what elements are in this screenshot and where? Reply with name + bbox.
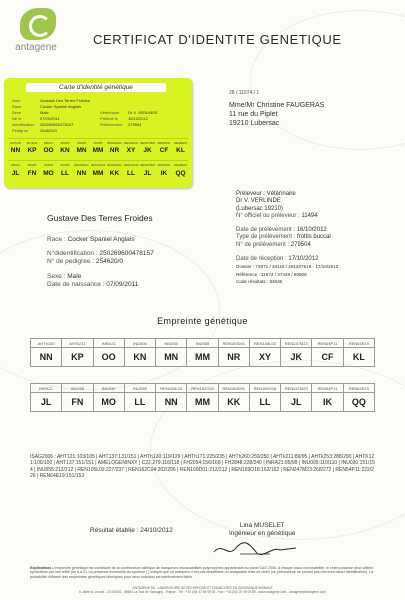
card-field: Identification 250269600478157 [12,122,74,127]
dog-pedigree: N° de pedigree : 254620/0 [47,258,123,265]
locus-cell: INU005 [62,384,93,393]
genotype-table [30,383,375,412]
allele-cell: KL [343,348,374,367]
locus-cell: REN247M23 [281,384,312,393]
locus-cell: INRA21 [93,339,124,348]
card-loci-row: INRA21 INU005 INU030 INU055 REN105L03 REN162C04 REN169D01 REN169O18 REN247M23 REN54P11 REN64E19 [10,164,187,167]
allele-cell: CF [312,348,343,367]
client-line: Code résultats : 84636 [236,278,283,284]
allele-cell: NN [156,393,187,412]
locus-cell: INU055 [187,339,218,348]
card-alleles-row: JL FN MO LL NN MM KK LL JL IK QQ [11,170,186,177]
owner-address [229,101,324,128]
alleles-row [31,393,375,412]
sample-type: Type de prélèvement : frottis buccal [236,234,331,241]
document-title: CERTIFICAT D'IDENTITE GENETIQUE [93,32,342,47]
locus-cell: REN54P11 [312,339,343,348]
loci-row [31,339,375,348]
allele-cell: XY [249,348,280,367]
explanations: Explications L'empreinte génétique est constituée de la combinaison allélique de marqueurs microsatellites polymorphes appartenant au panel SAG 2006. A chaque locus microsatellite, le chien possède deux allèles symbolisés par une lettre (de A à Z). La présence éventuelle du symbole ( ) indique que ce marqueur n'est pas amplifiable ou analysable chez ce chien (ce phénomène ne produit pas d'erreurs dans l'identification). La probabilité d'obtenir des empreintes génétiques identiques pour deux individus est extrêmement faible. [30,566,374,579]
signer [229,522,296,537]
loci-row [31,384,375,393]
allele-cell: MM [187,393,218,412]
signer-title: Ingénieur en génétique [229,529,296,537]
locus-cell: INU005 [124,339,155,348]
card-alleles-row: NN KP OO KN MN MM NR XY JK CF KL [10,147,185,154]
result-date: Résultat établie : 24/10/2012 [90,527,173,534]
signer-name: Lina MUSELET [239,522,285,529]
locus-cell: REN247M23 [281,339,312,348]
locus-cell: AHTh130 [31,339,62,348]
dog-sex: Sexe : Male [47,273,82,280]
locus-cell: REN169D01 [218,339,249,348]
logo-text: antagene [15,42,57,53]
locus-cell: INRA21 [31,384,62,393]
locus-cell: REN54P11 [312,384,343,393]
vet-ordinal: N° officiel ou préleveur : 11494 [236,212,318,219]
locus-cell: REN169D01 [218,384,249,393]
allele-cell: KP [62,348,93,367]
dog-name: Gustave Des Terres Froides [47,213,153,223]
card-field: Né le 07/09/2011 [12,116,60,121]
empreinte-title: Empreinte génétique [157,316,248,326]
locus-cell: INU030 [93,384,124,393]
allele-cell: NR [218,348,249,367]
antagene-logo [8,8,64,53]
allele-cell: FN [62,393,93,412]
genotype-table [30,338,375,367]
reference-number: 28 / 11974 / 1 [229,90,260,96]
allele-cell: JK [281,348,312,367]
dossier-line: Dossier : 72871 / 34116 / 201207516 - 17/10/2012 [236,264,339,270]
vet-name: Dr V. VERLINDE [236,198,281,205]
card-field: Prélèvement 279504 [100,122,142,127]
allele-cell: NN [31,348,62,367]
signature-icon [210,538,300,560]
divider [8,160,188,161]
locus-cell: REN105L03 [249,339,280,348]
preleveur-label: Préleveur : Vétérinaire [236,191,296,197]
locus-cell: AHTk211 [62,339,93,348]
allele-cell: JL [281,393,312,412]
vet-city: (Lubersac 19210) [236,205,284,212]
locus-cell: REN162C04 [187,384,218,393]
sample-date: Date de prélèvement : 16/10/2012 [236,227,327,234]
allele-cell: MM [187,348,218,367]
footer: ANTAGENE SA - LABORATOIRE DE RECHERCHE ET D'ANALYSES EN GENOMIQUE ANIMALE 6, allée du Levant - CS 60001 - 69890 La Tour de Salvagny - France - Tél : +33 (0)4 37 49 90 03 - Fax : +33 (0)4 37 49 09 89 - www.antagene.com - antagene@antagene.com [79,586,326,595]
antagene-logo-icon [20,8,56,40]
owner-street: 11 rue du Piplet [229,111,278,118]
locus-cell: REN169O18 [249,384,280,393]
allele-cell: QQ [343,393,374,412]
card-field: Nom Gustave Des Terres Froides [12,98,90,103]
locus-cell: REN105L03 [156,384,187,393]
locus-cell: REN64E19 [343,339,374,348]
dog-race: Race : Cocker Spaniel Anglais [47,236,135,243]
reception-date: Date de réception : 17/10/2012 [236,256,319,263]
allele-cell: LL [249,393,280,412]
allele-cell: OO [93,348,124,367]
card-field: Race Cocker Spaniel Anglais [12,104,82,109]
reference-line: Référence : 11974 / 37449 / 80508 [236,271,307,277]
card-title: Carte d'identité génétique [26,83,166,92]
card-field: Pedigree 254620/0 [12,128,57,133]
allele-cell: MO [93,393,124,412]
allele-cell: IK [312,393,343,412]
watermark-swoosh [250,10,405,150]
dog-birth: Date de naissance : 07/09/2011 [47,281,139,288]
dog-id: N°didentification : 250269600478157 [47,250,154,257]
card-field: Vétérinaire Dr V. VERLINDE [100,110,158,115]
allele-cell: LL [124,393,155,412]
locus-cell: INU030 [156,339,187,348]
allele-cell: KN [124,348,155,367]
alleles-row [31,348,375,367]
allele-cell: KK [218,393,249,412]
locus-cell: REN64E19 [343,384,374,393]
sample-number: N° de prélèvement : 279504 [236,241,311,248]
allele-cell: JL [31,393,62,412]
card-field: Sexe Male [12,110,49,115]
owner-city: 19210 Lubersac [229,120,280,127]
locus-cell: INU055 [124,384,155,393]
card-field: Prélevé le 16/10/2012 [100,116,149,121]
sample-info [236,191,338,285]
card-loci-row: AHTh130 AHTk211 INRA21 INU005 INU030 INU055 REN169D01 REN105L03 REN247M23 REN54P11 REN64E19 [10,142,187,145]
divider [8,138,188,139]
allele-cell: MN [156,348,187,367]
owner-name: Mme/Mr Christine FAUGERAS [229,102,325,109]
isag-markers: ISAG2006 : AHT121:103/105 | AHT137:131/151 | AHTh130:119/129 | AHTh171:225/235 | AHTh260:250/250 | AHTk211:89/95 | AHTk253:288/290 | AHTK121:100/100 | AHT137:151/151 | AMELOGENINXY | C22.279:116/118 | FH2054:156/168 | FH2848:228/240 | INRA21:95/99 | INU005:110/110 | INU030:151/154 | INU055:212/212 | REN105L03:227/237 | REN162C04:202/206 | REN169D01:212/212 | REN169O18:162/162 | REN247M23:268/272 | REN54P11:222/226 | REN64E19:151/153 [30,454,375,480]
identity-card [4,78,192,188]
